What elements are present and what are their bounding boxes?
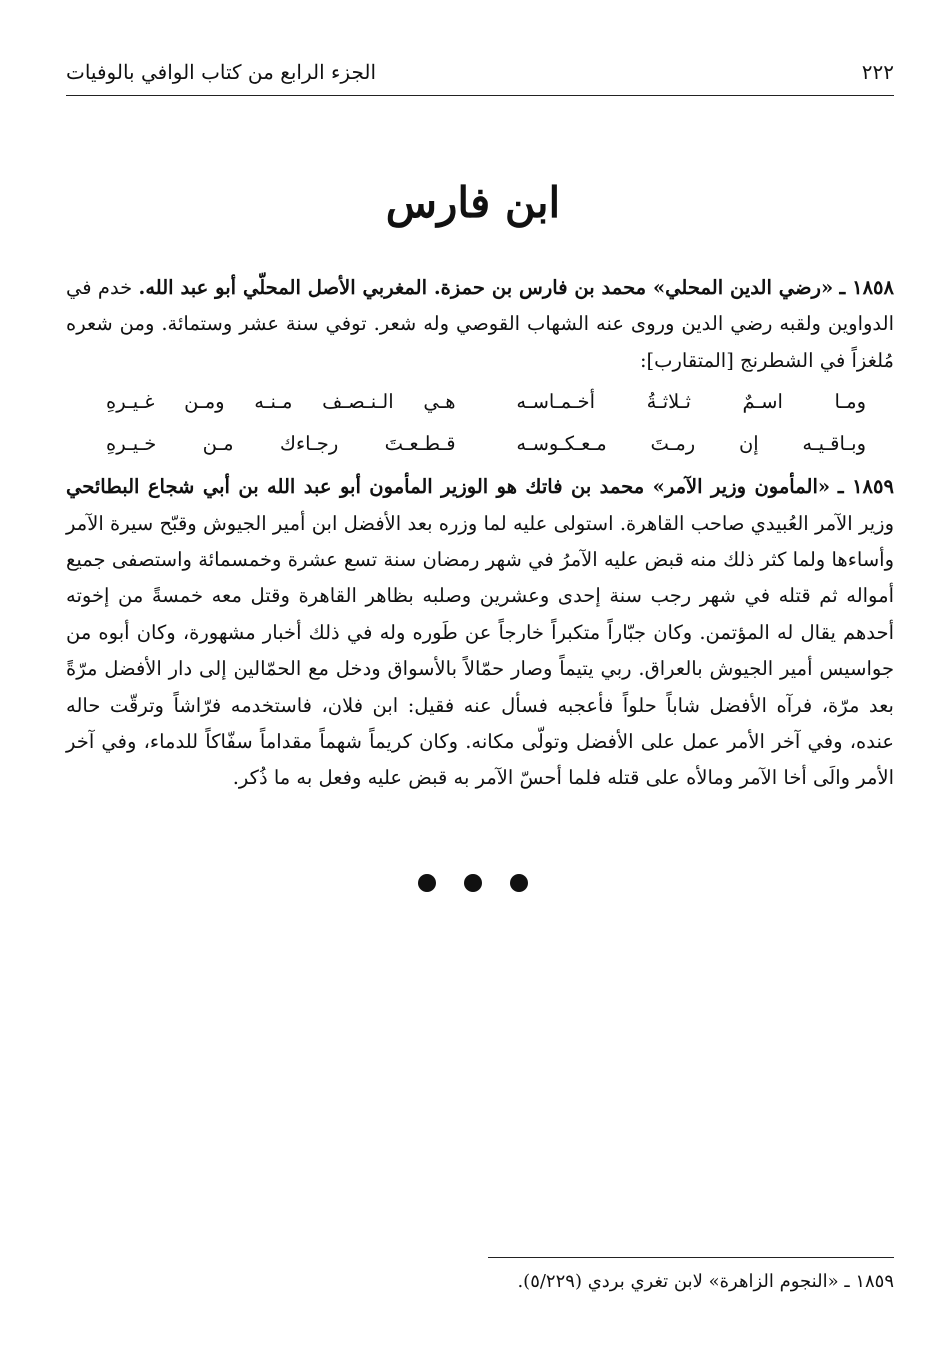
separator-dot	[510, 874, 528, 892]
running-title: الجزء الرابع من كتاب الوافي بالوفيات	[66, 60, 377, 84]
footnote-rule	[488, 1257, 894, 1258]
entry-1859-text: وزير الآمر العُبيدي صاحب القاهرة. استولى عليه لما وزره بعد الأفضل ابن أمير الجيوش وقبّح سيرة الآمر وأساءها ولما كثر ذلك منه قبض عليه الآمرُ في شهر رمضان سنة تسع عشرة وخمسمائة واستصفى جميع أمواله ثم قتله في شهر رجب سنة إحدى وعشرين وصلبه بظاهر القاهرة وقتل معه خمسةً من إخوته أحدهم يقال له المؤتمن. وكان جبّاراً متكبراً خارجاً عن طَوره وله في ذلك أخبار مشهورة، وكان أبوه من جواسيس أمير الجيوش بالعراق. ربي يتيماً وصار حمّالاً بالأسواق ودخل مع الحمّالين إلى دار الأفضل مرّةً بعد مرّة، فرآه الأفضل شاباً حلواً فأعجبه فسأل عنه فقيل: ابن فلان، فاستخدمه فرّاشاً وترقّت حاله عنده، وفي آخر الأمر عمل على الأفضل وتولّى مكانه. وكان كريماً شهماً مقداماً سفّاكاً للدماء، وفي آخر الأمر والَى أخا الآمر ومالأه على قتله فلما أحسّ الآمر به قبض عليه وفعل به ما ذُكر.	[66, 511, 894, 790]
entry-1858-text: خدم في الدواوين ولقبه رضي الدين وروى عنه الشهاب القوصي وله شعر. توفي سنة عشر وستمائة. ومن شعره مُلغزاً في الشطرنج [المتقارب]:	[66, 276, 894, 372]
section-separator	[0, 874, 946, 892]
poem	[66, 381, 894, 465]
page-number: ٢٢٢	[861, 60, 894, 84]
footnote: ١٨٥٩ ـ «النجوم الزاهرة» لابن تغري بردي (٥/٢٢٩).	[517, 1271, 894, 1292]
separator-dot	[464, 874, 482, 892]
entry-1858-number: ١٨٥٨ ـ	[839, 276, 894, 299]
header-rule	[66, 95, 894, 96]
verse-second-hemistich: قـطـعـتَ رجـاءك مـن خـيـرهِ	[106, 432, 456, 456]
entry-1859	[66, 469, 894, 797]
entry-1858-paragraph	[66, 270, 894, 379]
running-header	[66, 54, 894, 90]
verse-first-hemistich: ومـا اسـمٌ ثـلاثـةُ أخـمـاسـه	[516, 390, 866, 414]
entry-1858-name: «رضي الدين المحلي» محمد بن فارس بن حمزة. المغربي الأصل المحلّي أبو عبد الله.	[138, 276, 834, 299]
entry-1859-number: ١٨٥٩ ـ	[837, 475, 894, 499]
verse-first-hemistich: وبـاقـيـه إن رمـتَ مـعـكـوسـه	[516, 432, 866, 456]
entry-1859-paragraph	[66, 469, 894, 797]
separator-dot	[418, 874, 436, 892]
entry-1858	[66, 270, 894, 465]
verse-second-hemistich: هـي الـنـصـف مـنـه ومـن غـيـرهِ	[106, 390, 456, 414]
entry-1859-name: «المأمون وزير الآمر» محمد بن فاتك هو الوزير المأمون أبو عبد الله بن أبي شجاع البطائحي	[66, 475, 831, 499]
page-body	[66, 270, 894, 797]
verse-line	[66, 423, 894, 465]
verse-line	[66, 381, 894, 423]
chapter-title: ابن فارس	[385, 178, 561, 227]
